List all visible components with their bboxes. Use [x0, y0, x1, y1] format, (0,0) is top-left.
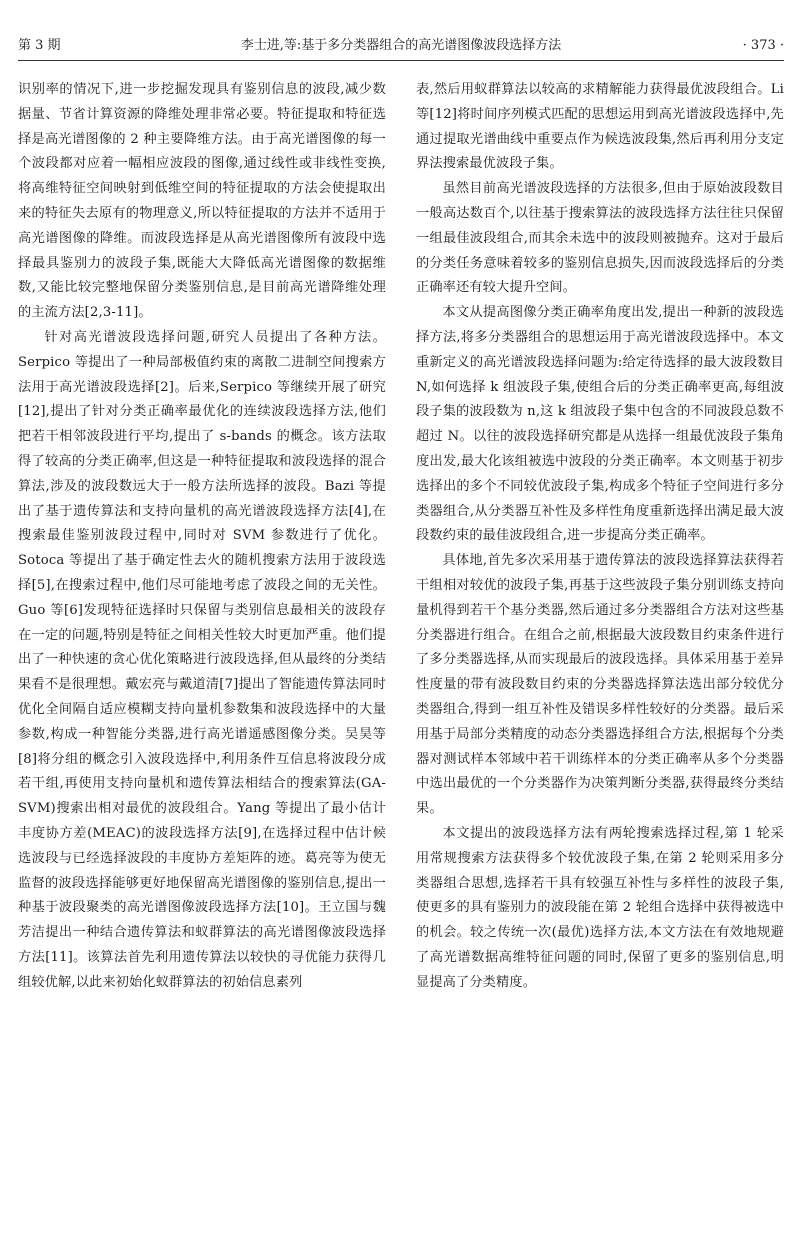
paragraph: 本文提出的波段选择方法有两轮搜索选择过程,第 1 轮采用常规搜索方法获得多个较优波段子集,在第 2 轮则采用多分类器组合思想,选择若干具有较强互补性与多样性的波段子集,使更多的具有鉴别力的波段能在第 2 轮组合选择中获得被选中的机会。较之传统一次(最优)选择方法,本文方法在有效地规避了高光谱数据高维特征问题的同时,保留了更多的鉴别信息,明显提高了分类精度。 — [416, 825, 784, 990]
issue-number: 第 3 期 — [18, 38, 61, 53]
left-column — [18, 78, 386, 995]
running-title: 李士进,等:基于多分类器组合的高光谱图像波段选择方法 — [240, 38, 562, 53]
paragraph: 具体地,首先多次采用基于遗传算法的波段选择算法获得若干组相对较优的波段子集,再基于这些波段子集分别训练支持向量机得到若干个基分类器,然后通过多分类器组合方法对这些基分类器进行组合。在组合之前,根据最大波段数目约束条件进行了多分类器选择,从而实现最后的波段选择。具体采用基于差异性度量的带有波段数目约束的分类器选择算法选出部分较优分类器组合,得到一组互补性及错误多样性较好的分类器。最后采用基于局部分类精度的动态分类器选择组合方法,根据每个分类器对测试样本邻域中若干训练样本的分类正确率从多个分类器中选出最优的一个分类器作为决策判断分类器,获得最终分类结果。 — [416, 553, 784, 817]
paragraph: 针对高光谱波段选择问题,研究人员提出了各种方法。Serpico 等提出了一种局部极值约束的离散二进制空间搜索方法用于高光谱波段选择[2]。后来,Serpico 等继续开展了研究[12],提出了针对分类正确率最优化的连续波段选择方法,他们把若干相邻波段进行平均,提出了 s-bands 的概念。该方法取得了较高的分类正确率,但这是一种特征提取和波段选择的混合算法,涉及的波段数远大于一般方法所选择的波段。Bazi 等提出了基于遗传算法和支持向量机的高光谱波段选择方法[4],在搜索最佳鉴别波段过程中,同时对 SVM 参数进行了优化。Sotoca 等提出了基于确定性去火的随机搜索方法用于波段选择[5],在搜索过程中,他们尽可能地考虑了波段之间的无关性。Guo 等[6]发现特征选择时只保留与类别信息最相关的波段存在一定的问题,特别是特征之间相关性较大时更加严重。他们提出了一种快速的贪心优化策略进行波段选择,但从最终的分类结果看不是很理想。戴宏亮与戴道清[7]提出了智能遗传算法同时优化全间隔自适应模糊支持向量机参数集和波段选择中的大量参数,构成一种智能分类器,进行高光谱遥感图像分类。吴昊等[8]将分组的概念引入波段选择中,利用条件互信息将波段分成若干组,再使用支持向量机和遗传算法相结合的搜索算法(GA-SVM)搜索出相对最优的波段组合。Yang 等提出了最小估计丰度协方差(MEAC)的波段选择方法[9],在选择过程中估计候选波段与已经选择波段的丰度协方差矩阵的迹。葛亮等为使无监督的波段选择能够更好地保留高光谱图像的鉴别信息,提出一种基于波段聚类的高光谱图像波段选择方法[10]。王立国与魏芳洁提出一种结合遗传算法和蚁群算法的高光谱图像波段选择方法[11]。该算法首先利用遗传算法以较快的寻优能力获得几组较优解,以此来初始化蚁群算法的初始信息素列 — [18, 329, 386, 990]
paragraph: 虽然目前高光谱波段选择的方法很多,但由于原始波段数目一般高达数百个,以往基于搜索算法的波段选择方法往往只保留一组最佳波段组合,而其余未选中的波段则被抛弃。这对于最后的分类任务意味着较多的鉴别信息损失,因而波段选择后的分类正确率还有较大提升空间。 — [416, 181, 784, 296]
right-column — [416, 78, 784, 995]
paragraph: 本文从提高图像分类正确率角度出发,提出一种新的波段选择方法,将多分类器组合的思想运用于高光谱波段选择中。本文重新定义的高光谱波段选择问题为:给定待选择的最大波段数目 N,如何选择 k 组波段子集,使组合后的分类正确率更高,每组波段子集的波段数为 n,这 k 组波段子集中包含的不同波段总数不超过 N。以往的波段选择研究都是从选择一组最优波段子集角度出发,最大化该组被选中波段的分类正确率。本文则基于初步选择出的多个不同较优波段子集,构成多个特征子空间进行多分类器组合,从分类器互补性及多样性角度重新选择出满足最大波段数约束的最佳波段组合,进一步提高分类正确率。 — [416, 305, 784, 544]
page-number: · 373 · — [742, 38, 784, 53]
body-text — [18, 78, 784, 995]
running-header — [18, 36, 784, 61]
paragraph: 识别率的情况下,进一步挖掘发现具有鉴别信息的波段,减少数据量、节省计算资源的降维处理非常必要。特征提取和特征选择是高光谱图像的 2 种主要降维方法。由于高光谱图像的每一个波段都对应着一幅相应波段的图像,通过线性或非线性变换,将高维特征空间映射到低维空间的特征提取的方法会使提取出来的特征失去原有的物理意义,所以特征提取的方法并不适用于高光谱图像的降维。而波段选择是从高光谱图像所有波段中选择最具鉴别力的波段子集,既能大大降低高光谱图像的数据维数,又能比较完整地保留分类鉴别信息,是目前高光谱降维处理的主流方法[2,3-11]。 — [18, 82, 386, 321]
paragraph: 表,然后用蚁群算法以较高的求精解能力获得最优波段组合。Li 等[12]将时间序列模式匹配的思想运用到高光谱波段选择中,先通过提取光谱曲线中重要点作为候选波段集,然后再利用分支定界法搜索最优波段子集。 — [416, 82, 784, 172]
